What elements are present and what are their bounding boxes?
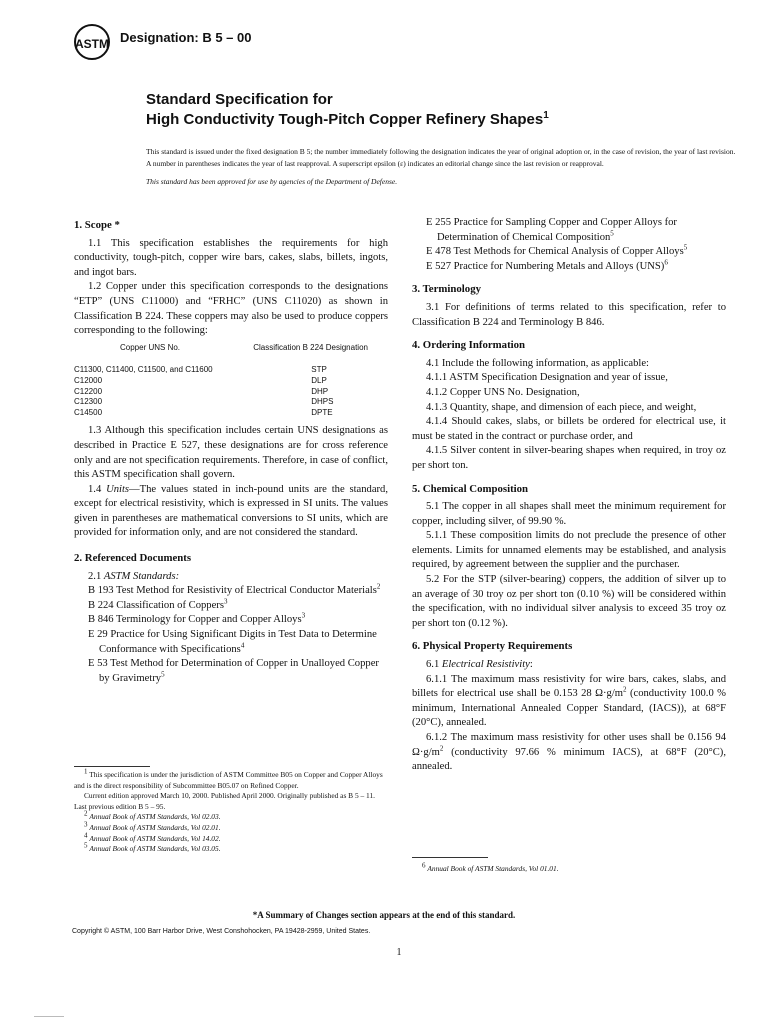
para-6-1-2 <box>412 731 726 775</box>
table-row <box>74 397 388 408</box>
table-cell-uns: C12200 <box>74 386 103 396</box>
bottom-mark <box>34 1016 64 1017</box>
footnote <box>74 767 388 791</box>
para-6-1-1-sup: 2 <box>623 685 627 694</box>
document-title <box>146 90 549 130</box>
footnote-text: Annual Book of ASTM Standards, Vol 14.02. <box>89 833 221 843</box>
ref-footnote: 3 <box>223 597 228 606</box>
table-cell-designation: DHP <box>311 386 329 396</box>
section-chemical-heading: 5. Chemical Composition <box>412 482 529 495</box>
ref-footnote: 5 <box>161 670 165 679</box>
ref-item <box>74 628 388 657</box>
para-3-1: 3.1 For definitions of terms related to this specification, refer to Classification B 224 and Terminology B 846. <box>412 301 726 328</box>
para-6-1-num: 6.1 <box>426 659 442 671</box>
issue-note <box>146 146 736 188</box>
para-1-2: 1.2 Copper under this specification corresponds to the designations “ETP” (UNS C11000) and “FRHC” (UNS C11020) as shown in Classification B 224. These coppers may also be used to produce coppers corresponding to the following: <box>74 281 388 337</box>
table-cell-uns: C14500 <box>74 407 103 417</box>
table-cell-uns: C11300, C11400, C11500, and C11600 <box>74 365 213 375</box>
para-5-1-1: 5.1.1 These composition limits do not preclude the presence of other elements. Limits for unnamed elements may be established, and analysis required, by agreement between the supplier and the purchaser. <box>412 530 726 571</box>
ref-footnote: 5 <box>683 243 688 252</box>
title-line-2 <box>146 110 549 130</box>
footnote-num: 5 <box>84 841 88 850</box>
table-cell-designation: DLP <box>311 375 327 385</box>
ref-item <box>74 613 388 628</box>
title-footnote-ref: 1 <box>543 110 549 121</box>
ref-item <box>74 599 388 614</box>
para-6-1-label: Electrical Resistivity <box>441 659 530 671</box>
para-4-1-4: 4.1.4 Should cakes, slabs, or billets be ordered for electrical use, it must be stated in the contract or purchase order, and <box>412 416 726 442</box>
table-cell-designation: DPTE <box>311 407 333 417</box>
table-cell-designation: DHPS <box>311 397 334 407</box>
para-1-4-text: —The values stated in inch-pound units are the standard, except for electrical resistivity, which is expressed in SI units. The values given in parentheses are mathematical conversions to SI units, which are provided for information only, and are not considered the standard. <box>74 483 389 539</box>
para-5-2: 5.2 For the STP (silver-bearing) coppers, the addition of silver up to an average of 30 troy oz per short ton (0.10 %) will be considered within the specification, with no individual silver analysis to exceed 35 troy oz per short ton (0.12 %). <box>412 574 726 629</box>
footnote-rule-right <box>412 857 488 858</box>
para-1-3: 1.3 Although this specification includes certain UNS designations as described in Practice E 527, these designations are for cross reference only and are not specification requirements. Therefore, in case of conflict, this ASTM specification shall govern. <box>74 425 388 481</box>
ref-text: B 846 Terminology for Copper and Copper Alloys <box>88 614 302 626</box>
para-6-1-colon: : <box>529 659 533 671</box>
ref-footnote: 3 <box>301 611 306 620</box>
para-1-4-num: 1.4 <box>88 483 107 495</box>
designation: Designation: B 5 – 00 <box>120 30 252 45</box>
para-4-1-3: 4.1.3 Quantity, shape, and dimension of each piece, and weight, <box>426 401 697 413</box>
table-cell-designation: STP <box>311 365 327 375</box>
para-6-1-2-text-b: (conductivity 97.66 % minimum IACS), at 68°F (20°C), annealed. <box>412 746 726 773</box>
footnote <box>74 809 388 823</box>
section-ordering-heading: 4. Ordering Information <box>412 339 526 352</box>
ref-item <box>412 260 726 275</box>
para-5-1: 5.1 The copper in all shapes shall meet the minimum requirement for copper, including silver, of 99.90 %. <box>412 501 726 527</box>
footnote <box>74 831 388 845</box>
footnote <box>74 820 388 834</box>
para-4-1-5: 4.1.5 Silver content in silver-bearing shapes when required, in troy oz per short ton. <box>412 445 726 471</box>
para-4-1-2: 4.1.2 Copper UNS No. Designation, <box>426 386 580 398</box>
table-header-row <box>74 343 388 366</box>
ref-item <box>74 657 388 686</box>
ref-footnote: 4 <box>240 641 245 650</box>
footnotes-left <box>74 767 388 855</box>
footnote <box>74 791 388 812</box>
section-terminology-heading: 3. Terminology <box>412 283 481 296</box>
ref-footnote: 6 <box>664 258 668 267</box>
section-scope-heading: 1. Scope * <box>74 219 120 231</box>
footnote <box>74 841 388 855</box>
para-2-1-num: 2.1 <box>88 570 104 582</box>
ref-text: E 29 Practice for Using Significant Digits in Test Data to Determine Conformance with Specifications <box>88 629 377 655</box>
para-4-1-1: 4.1.1 ASTM Specification Designation and year of issue, <box>426 372 668 384</box>
right-column <box>412 216 726 775</box>
footnote <box>412 861 726 875</box>
table-row <box>74 387 388 398</box>
para-2-1-label: ASTM Standards: <box>103 570 180 582</box>
table-col-header-designation: Classification B 224 Designation <box>253 342 368 352</box>
uns-designation-table <box>74 343 388 419</box>
section-refdocs-heading: 2. Referenced Documents <box>74 552 192 565</box>
para-6-1-1-text-b: (conductivity 100.0 % minimum, International Annealed Copper Standard, (IACS)), at 68°F (20°C), annealed. <box>412 688 727 729</box>
table-cell-uns: C12300 <box>74 397 103 407</box>
ref-item <box>412 245 726 260</box>
summary-note: *A Summary of Changes section appears at the end of this standard. <box>252 910 516 920</box>
footnote-num: 6 <box>422 861 426 870</box>
footnote-text: Annual Book of ASTM Standards, Vol 03.05. <box>89 844 221 854</box>
para-6-1-1 <box>412 673 726 731</box>
footnote-num: 2 <box>84 809 88 818</box>
footnote-text: Annual Book of ASTM Standards, Vol 02.03. <box>89 812 221 822</box>
ref-text: E 255 Practice for Sampling Copper and Copper Alloys for Determination of Chemical Composition <box>426 217 677 243</box>
para-6-1-2-text-a: 6.1.2 The maximum mass resistivity for other uses shall be 0.156 94 Ω·g/m <box>412 732 726 758</box>
footnote-text: Annual Book of ASTM Standards, Vol 01.01. <box>427 864 559 873</box>
left-column <box>74 212 388 686</box>
para-6-1-2-sup: 2 <box>439 744 444 753</box>
ref-item <box>74 584 388 599</box>
table-row <box>74 365 388 376</box>
ref-text: E 527 Practice for Numbering Metals and Alloys (UNS) <box>426 260 665 272</box>
para-1-4 <box>74 483 388 541</box>
footnote-text: This specification is under the jurisdiction of ASTM Committee B05 on Copper and Copper Alloys and is the direct responsibility of Subcommittee B05.07 on Refined Copper. <box>74 770 383 790</box>
para-2-1 <box>74 570 388 585</box>
table-col-header-uns: Copper UNS No. <box>120 342 181 352</box>
footnotes-right <box>412 861 726 875</box>
ref-text: B 224 Classification of Coppers <box>88 599 224 611</box>
title-line-2-text: High Conductivity Tough-Pitch Copper Refinery Shapes <box>146 111 544 128</box>
copyright: Copyright © ASTM, 100 Barr Harbor Drive, West Conshohocken, PA 19428-2959, United States. <box>72 928 371 935</box>
para-1-4-term: Units <box>106 483 130 495</box>
table-row <box>74 408 388 419</box>
footnote-num: 4 <box>84 831 88 840</box>
ref-item <box>412 216 726 245</box>
table-cell-uns: C12000 <box>74 375 103 385</box>
ref-footnote: 5 <box>610 229 614 238</box>
footnote-num: 1 <box>84 767 88 776</box>
issue-note-text: This standard is issued under the fixed designation B 5; the number immediately following the designation indicates the year of original adoption or, in the case of revision, the year of last revision. A number in parentheses indicates the year of last reapproval. A superscript epsilon (ε) indicates an editorial change since the last revision or reapproval. <box>146 147 736 168</box>
page-number: 1 <box>396 947 402 958</box>
table-row <box>74 376 388 387</box>
logo-text: ASTM <box>75 37 109 51</box>
ref-text: B 193 Test Method for Resistivity of Electrical Conductor Materials <box>88 585 377 597</box>
para-1-1: 1.1 This specification establishes the requirements for high conductivity, tough-pitch, copper wire bars, cakes, slabs, billets, ingots, and ingot bars. <box>74 237 388 278</box>
dod-note: This standard has been approved for use by agencies of the Department of Defense. <box>146 177 398 186</box>
ref-text: E 53 Test Method for Determination of Copper in Unalloyed Copper by Gravimetry <box>88 658 379 684</box>
astm-logo-icon <box>72 22 112 62</box>
title-line-1: Standard Specification for <box>146 91 333 108</box>
para-4-1: 4.1 Include the following information, as applicable: <box>426 357 649 369</box>
ref-text: E 478 Test Methods for Chemical Analysis of Copper Alloys <box>426 246 684 258</box>
footnote-num: 3 <box>84 820 88 829</box>
para-6-1-1-text-a: 6.1.1 The maximum mass resistivity for wire bars, cakes, slabs, and billets for electrical use shall be 0.153 28 Ω·g/m <box>412 673 726 700</box>
section-physical-heading: 6. Physical Property Requirements <box>412 640 573 653</box>
footnote-text: Current edition approved March 10, 2000. Published April 2000. Originally published as B 5 – 11. Last previous edition B 5 – 95. <box>74 791 376 811</box>
footnote-text: Annual Book of ASTM Standards, Vol 02.01. <box>89 822 221 832</box>
para-6-1 <box>412 658 726 673</box>
ref-footnote: 2 <box>376 582 381 591</box>
